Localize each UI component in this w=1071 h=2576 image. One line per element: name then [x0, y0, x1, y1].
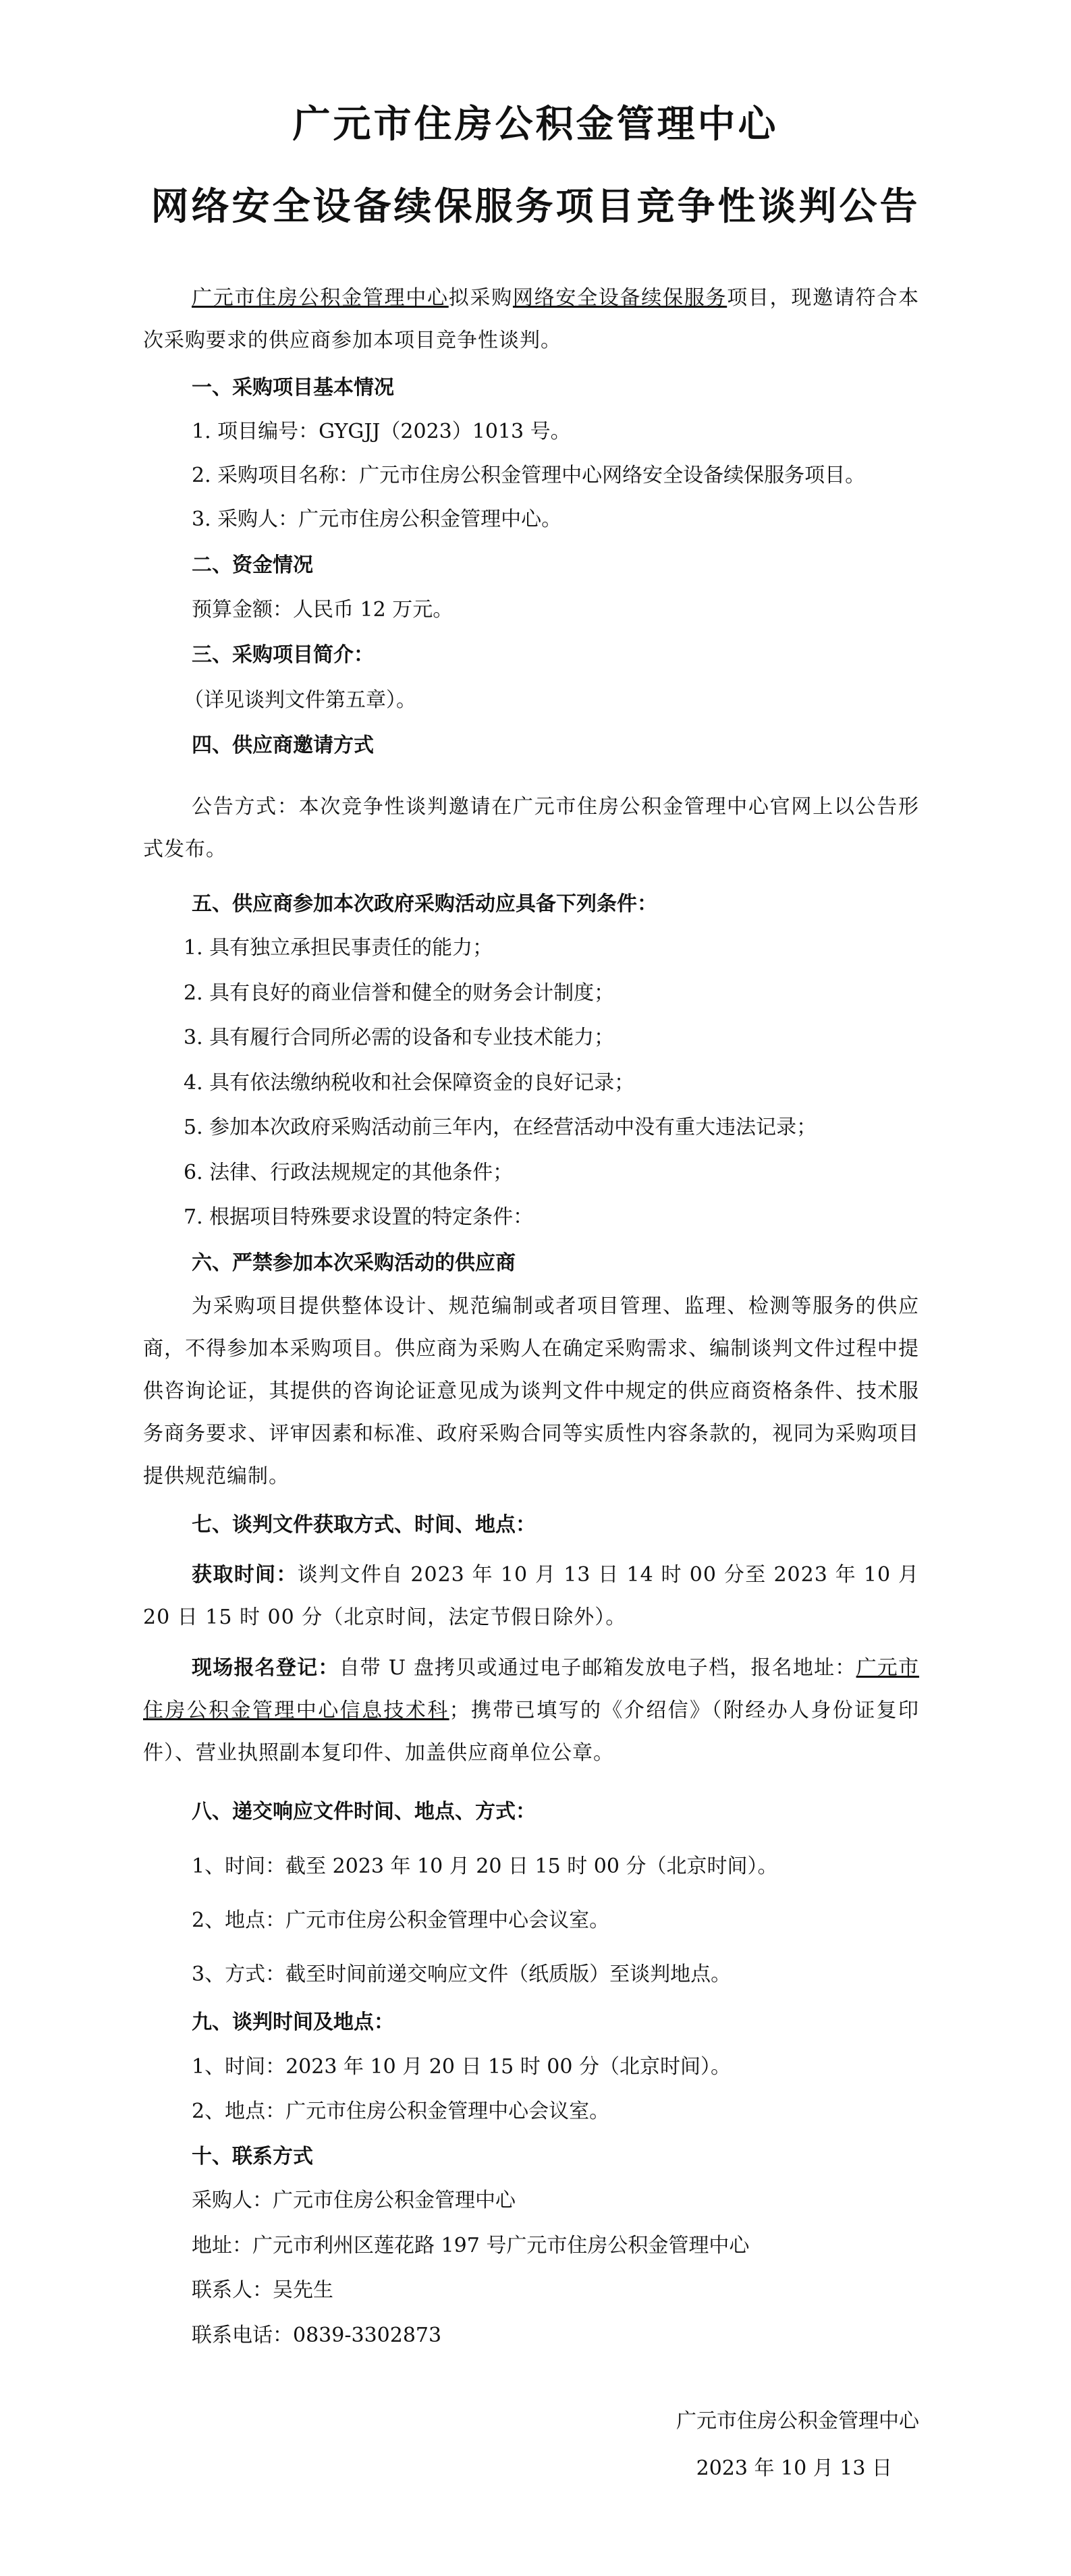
project-name: 网络安全设备续保服务 [512, 286, 727, 310]
section7-heading: 七、谈判文件获取方式、时间、地点： [192, 1513, 536, 1537]
section5-item-5: 5. 参加本次政府采购活动前三年内，在经营活动中没有重大违法记录； [184, 1116, 817, 1139]
registration-text1: 自带 U 盘拷贝或通过电子邮箱发放电子档，报名地址： [339, 1656, 856, 1680]
section1-item-3: 3. 采购人：广元市住房公积金管理中心。 [192, 508, 562, 531]
section5-item-6: 6. 法律、行政法规规定的其他条件； [184, 1161, 514, 1184]
section1-heading: 一、采购项目基本情况 [192, 376, 394, 400]
section4-heading: 四、供应商邀请方式 [192, 734, 374, 757]
document-title-line2: 网络安全设备续保服务项目竞争性谈判公告 [150, 185, 921, 229]
section1-item-1: 1. 项目编号：GYGJJ（2023）1013 号。 [192, 420, 571, 443]
signature-org: 广元市住房公积金管理中心 [676, 2409, 919, 2433]
section10-heading: 十、联系方式 [192, 2145, 313, 2168]
contact-address: 地址：广元市利州区莲花路 197 号广元市住房公积金管理中心 [192, 2234, 750, 2257]
section9-heading: 九、谈判时间及地点： [192, 2010, 394, 2034]
section2-heading: 二、资金情况 [192, 553, 313, 577]
section6-text: 为采购项目提供整体设计、规范编制或者项目管理、监理、检测等服务的供应商，不得参加本采购项目。供应商为采购人在确定采购需求、编制谈判文件过程中提供咨询论证，其提供的咨询论证意见成为谈判文件中规定的供应商资格条件、技术服务商务要求、评审因素和标准、政府采购合同等实质性内容条款的，视同为采购项目提供规范编制。 [143, 1294, 919, 1488]
section2-budget: 预算金额：人民币 12 万元。 [192, 598, 454, 622]
buyer-name: 广元市住房公积金管理中心 [192, 286, 449, 310]
document-title-line1: 广元市住房公积金管理中心 [292, 103, 779, 146]
section5-heading: 五、供应商参加本次政府采购活动应具备下列条件： [192, 892, 657, 916]
section7-time [143, 1554, 919, 1639]
intro-paragraph [143, 277, 919, 362]
acquisition-time-label: 获取时间： [192, 1563, 298, 1587]
section9-item-2: 2、地点：广元市住房公积金管理中心会议室。 [192, 2100, 610, 2123]
section4-text: 公告方式：本次竞争性谈判邀请在广元市住房公积金管理中心官网上以公告形式发布。 [143, 795, 919, 861]
intro-text2: 项目，现邀请符合本次采购要求的供应商参加本项目竞争性谈判。 [143, 286, 920, 352]
contact-phone: 联系电话：0839-3302873 [192, 2324, 442, 2347]
section5-item-1: 1. 具有独立承担民事责任的能力； [184, 936, 493, 960]
section8-item-2: 2、地点：广元市住房公积金管理中心会议室。 [192, 1909, 610, 1932]
section1-item-2: 2. 采购项目名称：广元市住房公积金管理中心网络安全设备续保服务项目。 [192, 464, 866, 487]
contact-buyer: 采购人：广元市住房公积金管理中心 [192, 2189, 516, 2212]
section6-heading: 六、严禁参加本次采购活动的供应商 [192, 1251, 516, 1275]
section9-item-1: 1、时间：2023 年 10 月 20 日 15 时 00 分（北京时间）。 [192, 2055, 731, 2079]
registration-text2: ；携带已填写的《介绍信》（附经办人身份证复印件）、营业执照副本复印件、加盖供应商单位公章。 [143, 1699, 920, 1765]
section5-item-3: 3. 具有履行合同所必需的设备和专业技术能力； [184, 1026, 615, 1049]
section5-item-4: 4. 具有依法缴纳税收和社会保障资金的良好记录； [184, 1071, 635, 1095]
registration-place: 广元市住房公积金管理中心信息技术科 [143, 1656, 920, 1722]
section7-registration [143, 1647, 919, 1774]
section3-text: （详见谈判文件第五章）。 [184, 688, 416, 712]
contact-person: 联系人：吴先生 [192, 2278, 333, 2302]
acquisition-time-text: 谈判文件自 2023 年 10 月 13 日 14 时 00 分至 2023 年 10 月 20 日 15 时 00 分（北京时间，法定节假日除外）。 [143, 1563, 919, 1629]
intro-text1: 拟采购 [448, 286, 513, 310]
signature-date: 2023 年 10 月 13 日 [696, 2457, 892, 2480]
section5-item-2: 2. 具有良好的商业信誉和健全的财务会计制度； [184, 981, 615, 1005]
registration-label: 现场报名登记： [192, 1656, 339, 1680]
section3-heading: 三、采购项目简介： [192, 643, 374, 667]
section8-item-1: 1、时间：截至 2023 年 10 月 20 日 15 时 00 分（北京时间）。 [192, 1855, 778, 1878]
section8-heading: 八、递交响应文件时间、地点、方式： [192, 1800, 536, 1824]
section5-item-7: 7. 根据项目特殊要求设置的特定条件： [184, 1205, 534, 1229]
section8-item-3: 3、方式：截至时间前递交响应文件（纸质版）至谈判地点。 [192, 1963, 732, 1986]
